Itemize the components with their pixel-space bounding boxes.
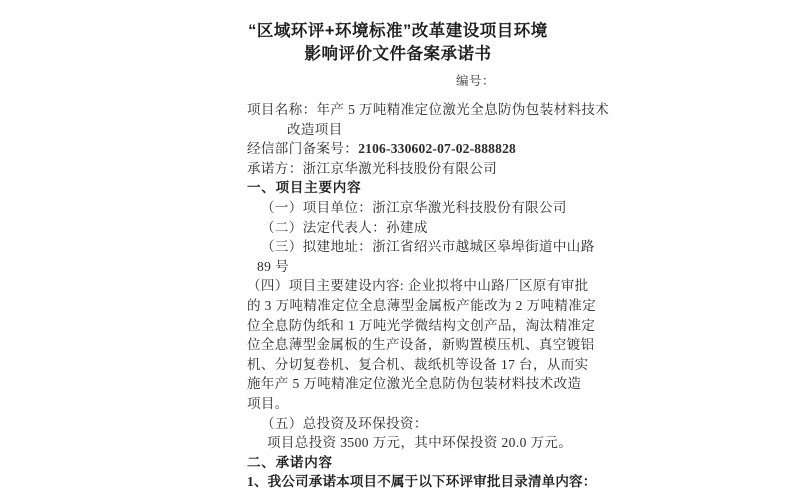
item4-construction-line-6: 施年产 5 万吨精准定位激光全息防伪包装材料技术改造 <box>247 376 582 392</box>
item5-investment-detail: 项目总投资 3500 万元，其中环保投资 20.0 万元。 <box>267 435 573 451</box>
item2-legal-representative: （二）法定代表人：孙建成 <box>261 219 428 235</box>
record-number-line <box>247 139 627 159</box>
section2-heading: 二、承诺内容 <box>247 454 333 470</box>
item4-construction-line-4: 位全息薄型金属板的生产设备，新购置模压机、真空镀铝 <box>247 337 595 353</box>
item3-address-line-1: （三）拟建地址：浙江省绍兴市越城区皋埠街道中山路 <box>261 239 595 255</box>
item5-investment-heading: （五）总投资及环保投资： <box>261 415 428 431</box>
record-number-label: 经信部门备案号： <box>247 141 359 157</box>
promisor-value: 浙江京华激光科技股份有限公司 <box>302 160 498 176</box>
record-number-value: 2106-330602-07-02-888828 <box>358 141 516 157</box>
item4-construction-line-7: 项目。 <box>247 395 289 411</box>
item4-construction-line-1: （四）项目主要建设内容: 企业拟将中山路厂区原有审批 <box>247 278 589 294</box>
number-line <box>456 71 495 89</box>
item4-construction-line-2: 的 3 万吨精准定位全息薄型金属板产能改为 2 万吨精准定 <box>247 297 597 313</box>
project-name-line <box>247 100 627 120</box>
item4-construction-line-3: 位全息防伪纸和 1 万吨光学微结构文创产品，淘汰精准定 <box>247 317 596 333</box>
project-name-wrap-line: 改造项目 <box>287 121 343 137</box>
section1-heading: 一、项目主要内容 <box>247 180 362 196</box>
document-body <box>247 100 627 490</box>
project-name-value: 年产 5 万吨精准定位激光全息防伪包装材料技术 <box>316 102 610 117</box>
promisor-label: 承诺方： <box>247 160 303 176</box>
title-line-1: “区域环评+环境标准”改革建设项目环境 <box>248 22 548 40</box>
document-title <box>212 20 584 65</box>
project-name-label: 项目名称： <box>247 102 317 117</box>
title-line-2: 影响评价文件备案承诺书 <box>304 44 492 63</box>
item1-project-unit: （一）项目单位：浙江京华激光科技股份有限公司 <box>261 199 567 215</box>
promisor-line <box>247 159 627 179</box>
item3-address-line-2: 89 号 <box>257 258 289 274</box>
commitment-item-1: 1、我公司承诺本项目不属于以下环评审批目录清单内容： <box>247 474 597 490</box>
item4-construction-line-5: 机、分切复卷机、复合机、裁纸机等设备 17 台，从而实 <box>247 356 589 372</box>
number-label: 编号： <box>456 74 496 88</box>
